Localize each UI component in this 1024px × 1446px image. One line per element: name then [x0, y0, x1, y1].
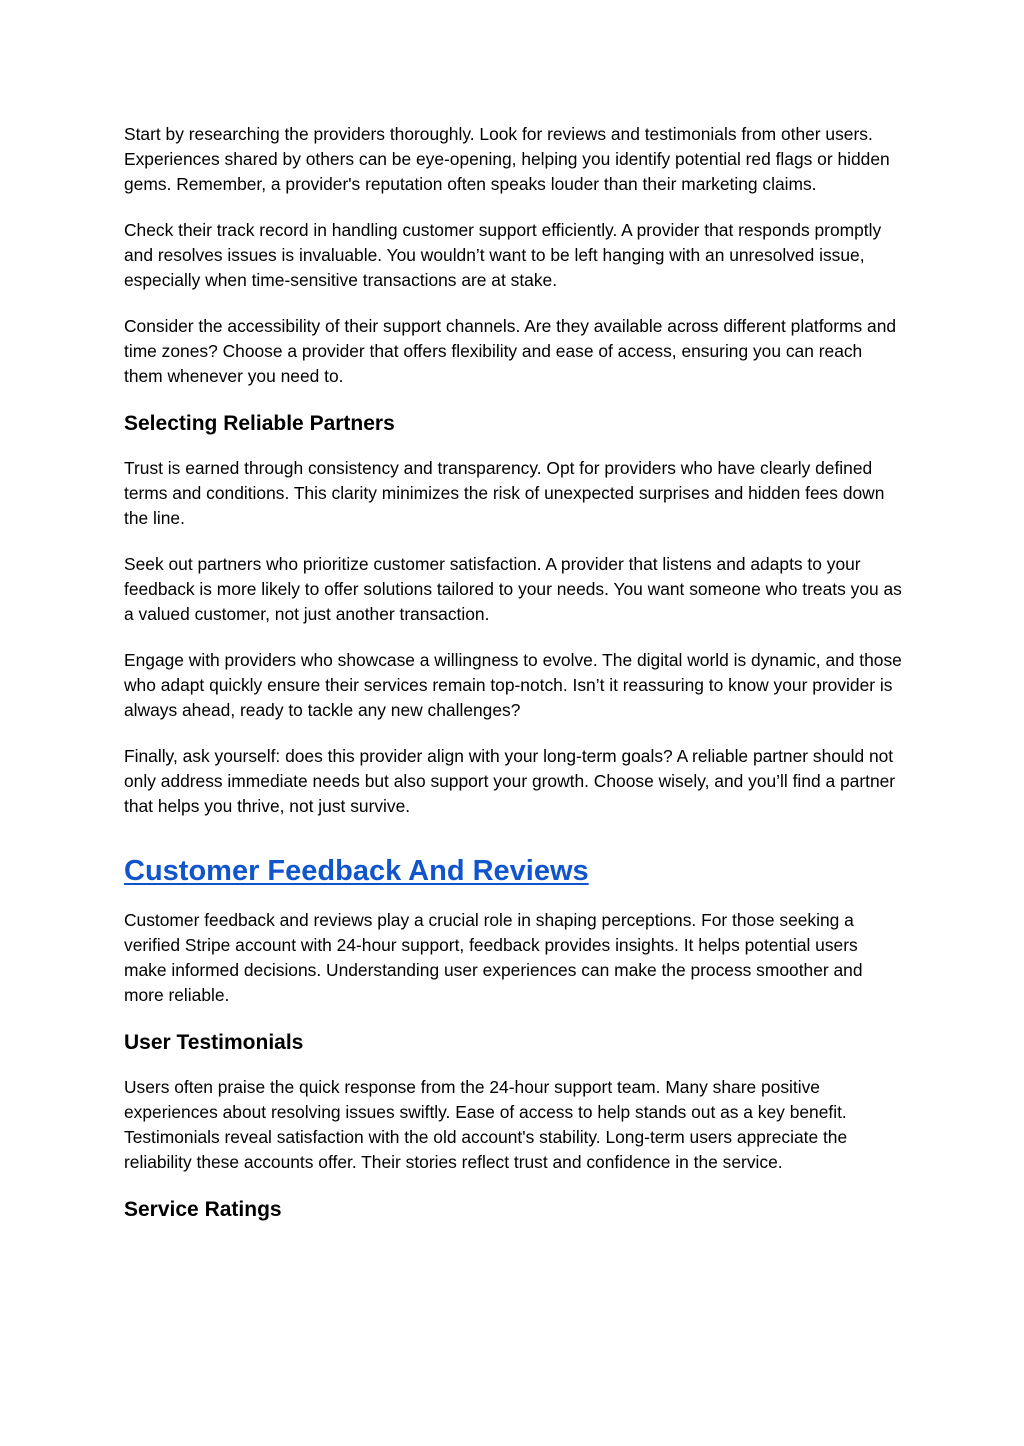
heading-user-testimonials: User Testimonials — [124, 1031, 304, 1054]
heading-selecting-reliable-partners: Selecting Reliable Partners — [124, 412, 395, 435]
paragraph-accessibility: Consider the accessibility of their support channels. Are they available across different platforms and time zones? Choose a provider that offers flexibility and ease of access, ensuring you can reach them whenever you need to. — [124, 316, 897, 386]
paragraph-testimonials: Users often praise the quick response from the 24-hour support team. Many share positive experiences about resolving issues swiftly. Ease of access to help stands out as a key benefit. Testimonials reveal satisfaction with the old account's stability. Long-term users appreciate the reliability these accounts offer. Their stories reflect trust and confidence in the service. — [124, 1077, 848, 1172]
customer-feedback-link[interactable]: Customer Feedback And Reviews — [124, 855, 589, 887]
paragraph-customer-satisfaction: Seek out partners who prioritize customer satisfaction. A provider that listens and adapts to your feedback is more likely to offer solutions tailored to your needs. You want someone who treats you as a valued customer, not just another transaction. — [124, 554, 902, 624]
heading-service-ratings: Service Ratings — [124, 1198, 282, 1221]
paragraph-track-record: Check their track record in handling customer support efficiently. A provider that responds promptly and resolves issues is invaluable. You wouldn’t want to be left hanging with an unresolved issue, especially when time-sensitive transactions are at stake. — [124, 220, 882, 290]
paragraph-research-providers: Start by researching the providers thoroughly. Look for reviews and testimonials from other users. Experiences shared by others can be eye-opening, helping you identify potential red flags or hidden gems. Remember, a provider's reputation often speaks louder than their marketing claims. — [124, 124, 890, 194]
paragraph-evolve: Engage with providers who showcase a willingness to evolve. The digital world is dynamic, and those who adapt quickly ensure their services remain top-notch. Isn’t it reassuring to know your provider is always ahead, ready to tackle any new challenges? — [124, 650, 902, 720]
paragraph-feedback-intro: Customer feedback and reviews play a crucial role in shaping perceptions. For those seeking a verified Stripe account with 24-hour support, feedback provides insights. It helps potential users make informed decisions. Understanding user experiences can make the process smoother and more reliable. — [124, 910, 863, 1005]
heading-customer-feedback — [124, 852, 904, 890]
paragraph-long-term-goals: Finally, ask yourself: does this provider align with your long-term goals? A reliable partner should not only address immediate needs but also support your growth. Choose wisely, and you’ll find a partner that helps you thrive, not just survive. — [124, 746, 896, 816]
paragraph-trust: Trust is earned through consistency and transparency. Opt for providers who have clearly defined terms and conditions. This clarity minimizes the risk of unexpected surprises and hidden fees down the line. — [124, 458, 885, 528]
document-page — [124, 122, 904, 1242]
